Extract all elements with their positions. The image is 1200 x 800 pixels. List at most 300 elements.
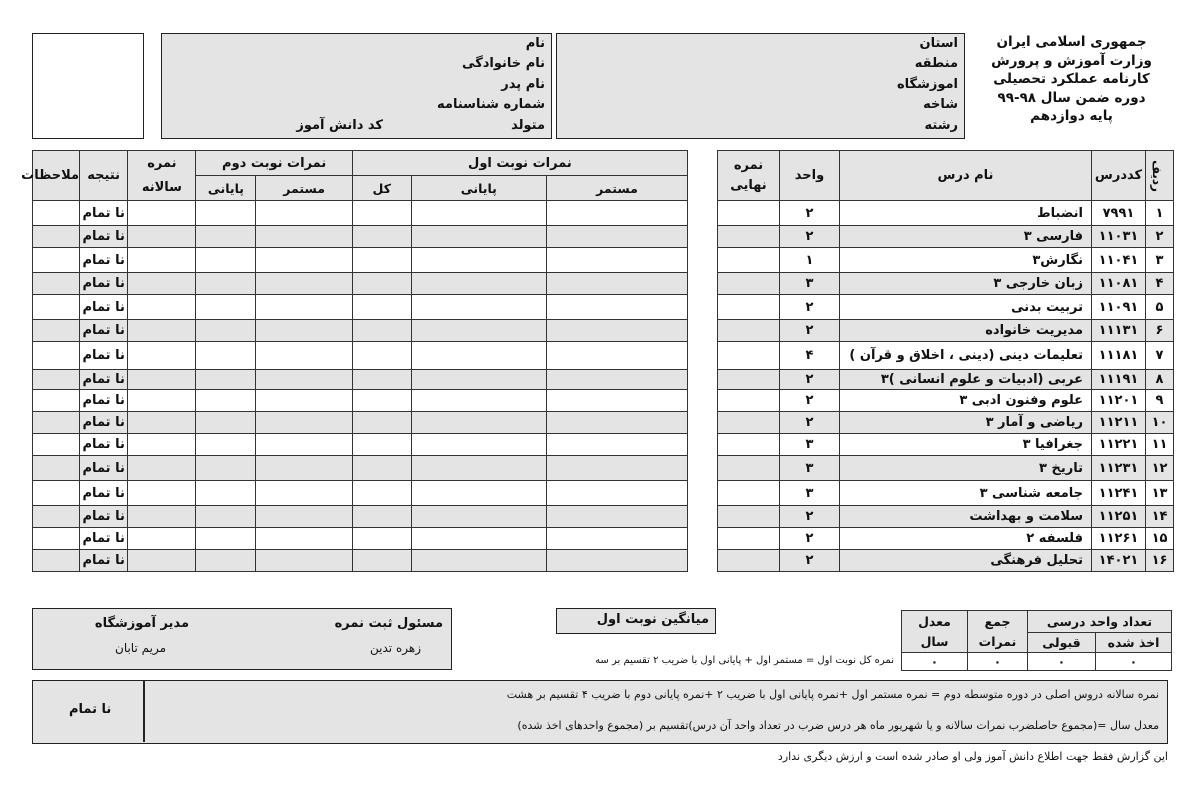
second-final-cell xyxy=(196,434,256,456)
course-name: تاریخ ۳ xyxy=(840,456,1092,481)
row-number: ۱۱ xyxy=(1146,434,1174,456)
course-name: جغرافیا ۳ xyxy=(840,434,1092,456)
course-code: ۱۱۰۴۱ xyxy=(1092,248,1146,273)
result-cell: نا تمام xyxy=(80,226,128,248)
header-line: پایه دوازدهم xyxy=(1030,108,1113,124)
row-number: ۱۵ xyxy=(1146,528,1174,550)
course-code: ۱۱۲۴۱ xyxy=(1092,481,1146,506)
first-continuous-cell xyxy=(546,295,687,320)
course-code: ۱۱۰۹۱ xyxy=(1092,295,1146,320)
course-units: ۳ xyxy=(780,481,840,506)
course-name: عربی (ادبیات و علوم انسانی )۳ xyxy=(840,370,1092,390)
first-final-cell xyxy=(411,342,546,370)
grade-row xyxy=(33,550,688,572)
course-row xyxy=(718,550,1174,572)
final-grade-cell xyxy=(718,295,780,320)
birth-label: متولد xyxy=(511,118,545,133)
second-continuous-cell xyxy=(256,550,352,572)
first-total-cell xyxy=(352,528,411,550)
header-line: جمهوری اسلامی ایران xyxy=(996,34,1147,50)
annual-cell xyxy=(128,434,196,456)
annual-cell xyxy=(128,412,196,434)
course-units: ۱ xyxy=(780,248,840,273)
first-final-cell xyxy=(411,412,546,434)
first-total-cell xyxy=(352,434,411,456)
annual-cell xyxy=(128,528,196,550)
first-total-cell xyxy=(352,226,411,248)
second-continuous-cell xyxy=(256,273,352,295)
first-final-cell xyxy=(411,506,546,528)
second-final-cell xyxy=(196,528,256,550)
first-term-formula: نمره کل نوبت اول = مستمر اول + پایانی اول با ضریب ۲ تقسیم بر سه xyxy=(595,655,894,666)
student-code-label: کد دانش آموز xyxy=(296,118,383,133)
grade-row xyxy=(33,412,688,434)
first-continuous-cell xyxy=(546,370,687,390)
course-name: جامعه شناسی ۳ xyxy=(840,481,1092,506)
course-row xyxy=(718,412,1174,434)
course-code: ۱۱۱۹۱ xyxy=(1092,370,1146,390)
sum-grades-value: ۰ xyxy=(968,653,1028,671)
result-cell: نا تمام xyxy=(80,370,128,390)
first-continuous-cell xyxy=(546,273,687,295)
notes-cell xyxy=(33,456,80,481)
row-number: ۴ xyxy=(1146,273,1174,295)
course-code: ۱۱۲۵۱ xyxy=(1092,506,1146,528)
result-header: نتیجه xyxy=(80,151,128,201)
result-cell: نا تمام xyxy=(80,456,128,481)
course-units: ۲ xyxy=(780,412,840,434)
second-continuous-cell xyxy=(256,295,352,320)
first-total-cell xyxy=(352,295,411,320)
result-cell: نا تمام xyxy=(80,528,128,550)
course-units: ۳ xyxy=(780,456,840,481)
first-continuous-cell xyxy=(546,390,687,412)
second-continuous-header: مستمر xyxy=(256,176,352,201)
first-continuous-cell xyxy=(546,412,687,434)
row-number: ۸ xyxy=(1146,370,1174,390)
major-label: رشته xyxy=(924,118,958,133)
grade-row xyxy=(33,226,688,248)
second-final-cell xyxy=(196,456,256,481)
course-row xyxy=(718,434,1174,456)
annual-header xyxy=(128,151,196,201)
second-final-cell xyxy=(196,342,256,370)
province-label: استان xyxy=(919,36,958,51)
header-line: کارنامه عملکرد تحصیلی xyxy=(993,71,1150,87)
course-name: مدیریت خانواده xyxy=(840,320,1092,342)
row-header xyxy=(1146,151,1174,201)
row-number: ۱ xyxy=(1146,201,1174,226)
first-final-cell xyxy=(411,456,546,481)
second-final-cell xyxy=(196,390,256,412)
annual-cell xyxy=(128,201,196,226)
grade-row xyxy=(33,201,688,226)
course-row xyxy=(718,248,1174,273)
course-code: ۷۹۹۱ xyxy=(1092,201,1146,226)
notes-cell xyxy=(33,506,80,528)
notes-cell xyxy=(33,434,80,456)
first-final-cell xyxy=(411,434,546,456)
first-continuous-cell xyxy=(546,434,687,456)
name-header: نام درس xyxy=(840,151,1092,201)
first-final-cell xyxy=(411,370,546,390)
course-name: تحلیل فرهنگی xyxy=(840,550,1092,572)
second-final-cell xyxy=(196,320,256,342)
notes-cell xyxy=(33,481,80,506)
first-continuous-cell xyxy=(546,550,687,572)
annual-cell xyxy=(128,248,196,273)
second-continuous-cell xyxy=(256,528,352,550)
row-number: ۱۶ xyxy=(1146,550,1174,572)
final-grade-cell xyxy=(718,481,780,506)
notes-cell xyxy=(33,342,80,370)
course-name: فارسی ۳ xyxy=(840,226,1092,248)
course-row xyxy=(718,342,1174,370)
units-header: واحد xyxy=(780,151,840,201)
final-grade-cell xyxy=(718,226,780,248)
final-grade-header: نمره نهایی xyxy=(718,151,780,201)
second-final-cell xyxy=(196,226,256,248)
course-name: تربیت بدنی xyxy=(840,295,1092,320)
first-final-cell xyxy=(411,295,546,320)
second-final-cell xyxy=(196,550,256,572)
first-total-cell xyxy=(352,342,411,370)
notes-cell xyxy=(33,273,80,295)
second-continuous-cell xyxy=(256,434,352,456)
second-continuous-cell xyxy=(256,320,352,342)
course-code: ۱۱۲۲۱ xyxy=(1092,434,1146,456)
grade-row xyxy=(33,342,688,370)
first-total-cell xyxy=(352,248,411,273)
grades-table xyxy=(21,150,688,572)
annual-cell xyxy=(128,273,196,295)
result-cell: نا تمام xyxy=(80,412,128,434)
second-term-header: نمرات نوبت دوم xyxy=(196,151,352,176)
final-grade-cell xyxy=(718,528,780,550)
annual-cell xyxy=(128,550,196,572)
row-number: ۷ xyxy=(1146,342,1174,370)
second-final-cell xyxy=(196,273,256,295)
first-continuous-cell xyxy=(546,456,687,481)
result-cell: نا تمام xyxy=(80,273,128,295)
course-name: انضباط xyxy=(840,201,1092,226)
grade-row xyxy=(33,528,688,550)
second-final-cell xyxy=(196,201,256,226)
first-final-cell xyxy=(411,390,546,412)
first-term-header: نمرات نوبت اول xyxy=(352,151,687,176)
notes-cell xyxy=(33,412,80,434)
registrar-label: مسئول ثبت نمره xyxy=(334,616,443,631)
second-continuous-cell xyxy=(256,456,352,481)
formula-box xyxy=(32,680,1168,744)
annual-formula: نمره سالانه دروس اصلی در دوره متوسطه دوم = نمره مستمر اول +نمره پایانی اول با ضریب ۲ +نمره پایانی دوم با ضریب ۴ تقسیم بر هشت xyxy=(506,688,1159,701)
second-final-cell xyxy=(196,412,256,434)
result-cell: نا تمام xyxy=(80,550,128,572)
notes-cell xyxy=(33,550,80,572)
second-final-cell xyxy=(196,370,256,390)
first-total-cell xyxy=(352,201,411,226)
school-label: اموزشگاه xyxy=(896,77,958,92)
final-grade-cell xyxy=(718,434,780,456)
course-units: ۲ xyxy=(780,201,840,226)
result-cell: نا تمام xyxy=(80,506,128,528)
grade-row xyxy=(33,295,688,320)
course-row xyxy=(718,295,1174,320)
annual-cell xyxy=(128,226,196,248)
second-continuous-cell xyxy=(256,506,352,528)
course-name: زبان خارجی ۳ xyxy=(840,273,1092,295)
second-continuous-cell xyxy=(256,370,352,390)
result-cell: نا تمام xyxy=(80,342,128,370)
course-row xyxy=(718,481,1174,506)
result-divider xyxy=(143,681,145,742)
principal-name: مریم تابان xyxy=(115,641,166,655)
second-final-cell xyxy=(196,481,256,506)
final-grade-cell xyxy=(718,370,780,390)
notes-cell xyxy=(33,528,80,550)
notes-cell xyxy=(33,370,80,390)
first-total-cell xyxy=(352,506,411,528)
second-continuous-cell xyxy=(256,248,352,273)
second-continuous-cell xyxy=(256,412,352,434)
first-continuous-cell xyxy=(546,481,687,506)
course-units: ۲ xyxy=(780,370,840,390)
report-header xyxy=(979,33,1164,126)
second-continuous-cell xyxy=(256,201,352,226)
grade-row xyxy=(33,273,688,295)
course-units: ۳ xyxy=(780,273,840,295)
course-code: ۱۱۲۳۱ xyxy=(1092,456,1146,481)
first-name-label: نام xyxy=(525,36,545,51)
second-continuous-cell xyxy=(256,481,352,506)
student-info-box xyxy=(161,33,552,139)
course-code: ۱۴۰۲۱ xyxy=(1092,550,1146,572)
course-code: ۱۱۲۰۱ xyxy=(1092,390,1146,412)
taken-units-value: ۰ xyxy=(1096,653,1172,671)
last-name-label: نام خانوادگی xyxy=(462,56,545,71)
first-total-header: کل xyxy=(352,176,411,201)
passed-units-header: قبولی xyxy=(1028,633,1096,653)
school-info-box xyxy=(556,33,965,139)
course-code: ۱۱۰۸۱ xyxy=(1092,273,1146,295)
annual-header-text: نمره سالانه xyxy=(141,155,182,195)
overall-result: نا تمام xyxy=(69,702,112,717)
second-final-cell xyxy=(196,506,256,528)
notes-cell xyxy=(33,248,80,273)
header-line: دوره ضمن سال ۹۸-۹۹ xyxy=(997,89,1146,106)
course-name: علوم وفنون ادبی ۳ xyxy=(840,390,1092,412)
year-avg-formula: معدل سال =(مجموع حاصلضرب نمرات سالانه و یا شهریور ماه هر درس ضرب در تعداد واحد آن درس)تقسیم بر (مجموع واحدهای اخذ شده) xyxy=(517,719,1159,732)
first-continuous-cell xyxy=(546,342,687,370)
annual-cell xyxy=(128,320,196,342)
notes-cell xyxy=(33,295,80,320)
annual-cell xyxy=(128,390,196,412)
first-final-cell xyxy=(411,320,546,342)
final-grade-cell xyxy=(718,201,780,226)
result-cell: نا تمام xyxy=(80,434,128,456)
first-total-cell xyxy=(352,481,411,506)
course-row xyxy=(718,320,1174,342)
notes-cell xyxy=(33,320,80,342)
course-row xyxy=(718,226,1174,248)
units-count-header: تعداد واحد درسی xyxy=(1028,611,1172,633)
row-number: ۱۳ xyxy=(1146,481,1174,506)
course-code: ۱۱۲۶۱ xyxy=(1092,528,1146,550)
grade-row xyxy=(33,481,688,506)
row-number: ۱۲ xyxy=(1146,456,1174,481)
course-units: ۳ xyxy=(780,434,840,456)
courses-table xyxy=(717,150,1174,572)
taken-units-header: اخذ شده xyxy=(1096,633,1172,653)
second-final-cell xyxy=(196,248,256,273)
first-final-cell xyxy=(411,226,546,248)
result-cell: نا تمام xyxy=(80,320,128,342)
annual-cell xyxy=(128,295,196,320)
course-row xyxy=(718,201,1174,226)
notes-cell xyxy=(33,226,80,248)
course-row xyxy=(718,273,1174,295)
photo-box xyxy=(32,33,144,139)
header-line: وزارت آموزش و پرورش xyxy=(991,52,1152,69)
first-term-avg-box xyxy=(556,608,716,634)
grade-row xyxy=(33,506,688,528)
final-grade-cell xyxy=(718,320,780,342)
grade-row xyxy=(33,456,688,481)
region-label: منطقه xyxy=(914,56,958,71)
grade-row xyxy=(33,248,688,273)
first-total-cell xyxy=(352,550,411,572)
course-name: فلسفه ۲ xyxy=(840,528,1092,550)
final-grade-cell xyxy=(718,456,780,481)
course-row xyxy=(718,370,1174,390)
first-total-cell xyxy=(352,412,411,434)
annual-cell xyxy=(128,370,196,390)
course-row xyxy=(718,506,1174,528)
code-header: کددرس xyxy=(1092,151,1146,201)
first-final-cell xyxy=(411,550,546,572)
principal-label: مدیر آموزشگاه xyxy=(94,616,189,631)
first-total-cell xyxy=(352,273,411,295)
notes-cell xyxy=(33,390,80,412)
course-units: ۲ xyxy=(780,295,840,320)
first-final-cell xyxy=(411,248,546,273)
final-grade-cell xyxy=(718,273,780,295)
grade-row xyxy=(33,320,688,342)
result-cell: نا تمام xyxy=(80,248,128,273)
second-continuous-cell xyxy=(256,390,352,412)
first-final-cell xyxy=(411,201,546,226)
course-name: سلامت و بهداشت xyxy=(840,506,1092,528)
notes-cell xyxy=(33,201,80,226)
course-row xyxy=(718,390,1174,412)
year-avg-value: ۰ xyxy=(902,653,968,671)
course-code: ۱۱۰۳۱ xyxy=(1092,226,1146,248)
first-term-avg-label: میانگین نوبت اول xyxy=(596,612,709,627)
annual-cell xyxy=(128,456,196,481)
passed-units-value: ۰ xyxy=(1028,653,1096,671)
first-total-cell xyxy=(352,370,411,390)
first-continuous-cell xyxy=(546,201,687,226)
grade-row xyxy=(33,390,688,412)
first-continuous-cell xyxy=(546,248,687,273)
first-total-cell xyxy=(352,320,411,342)
first-final-header: پایانی xyxy=(411,176,546,201)
father-name-label: نام پدر xyxy=(501,77,545,92)
course-code: ۱۱۱۳۱ xyxy=(1092,320,1146,342)
course-name: ریاضی و آمار ۳ xyxy=(840,412,1092,434)
result-cell: نا تمام xyxy=(80,481,128,506)
first-final-cell xyxy=(411,273,546,295)
course-units: ۲ xyxy=(780,550,840,572)
second-continuous-cell xyxy=(256,226,352,248)
row-number: ۶ xyxy=(1146,320,1174,342)
annual-cell xyxy=(128,342,196,370)
id-number-label: شماره شناسنامه xyxy=(437,97,545,112)
result-cell: نا تمام xyxy=(80,295,128,320)
annual-cell xyxy=(128,506,196,528)
course-row xyxy=(718,528,1174,550)
summary-table xyxy=(901,610,1172,671)
first-continuous-header: مستمر xyxy=(546,176,687,201)
course-units: ۲ xyxy=(780,390,840,412)
course-code: ۱۱۱۸۱ xyxy=(1092,342,1146,370)
result-cell: نا تمام xyxy=(80,201,128,226)
course-row xyxy=(718,456,1174,481)
row-number: ۳ xyxy=(1146,248,1174,273)
final-grade-cell xyxy=(718,506,780,528)
row-number: ۱۴ xyxy=(1146,506,1174,528)
second-final-header: پایانی xyxy=(196,176,256,201)
registrar-name: زهره تدین xyxy=(370,641,421,655)
annual-cell xyxy=(128,481,196,506)
first-continuous-cell xyxy=(546,506,687,528)
course-units: ۲ xyxy=(780,226,840,248)
row-number: ۱۰ xyxy=(1146,412,1174,434)
row-number: ۵ xyxy=(1146,295,1174,320)
course-units: ۲ xyxy=(780,320,840,342)
branch-label: شاخه xyxy=(923,97,958,112)
first-continuous-cell xyxy=(546,226,687,248)
row-header-text: ردیف xyxy=(1150,159,1165,192)
final-grade-cell xyxy=(718,248,780,273)
sum-grades-header: جمع نمرات xyxy=(968,611,1028,653)
disclaimer: این گزارش فقط جهت اطلاع دانش آموز ولی او صادر شده است و ارزش دیگری ندارد xyxy=(777,750,1168,763)
course-units: ۲ xyxy=(780,506,840,528)
first-continuous-cell xyxy=(546,320,687,342)
first-final-cell xyxy=(411,528,546,550)
signatures-box xyxy=(32,608,452,670)
first-final-cell xyxy=(411,481,546,506)
course-code: ۱۱۲۱۱ xyxy=(1092,412,1146,434)
first-total-cell xyxy=(352,456,411,481)
year-avg-header: معدل سال xyxy=(902,611,968,653)
second-final-cell xyxy=(196,295,256,320)
final-grade-cell xyxy=(718,412,780,434)
row-number: ۹ xyxy=(1146,390,1174,412)
course-units: ۲ xyxy=(780,528,840,550)
final-grade-cell xyxy=(718,342,780,370)
final-grade-cell xyxy=(718,550,780,572)
grade-row xyxy=(33,434,688,456)
row-number: ۲ xyxy=(1146,226,1174,248)
result-cell: نا تمام xyxy=(80,390,128,412)
grade-row xyxy=(33,370,688,390)
course-name: نگارش۳ xyxy=(840,248,1092,273)
final-grade-cell xyxy=(718,390,780,412)
first-continuous-cell xyxy=(546,528,687,550)
first-total-cell xyxy=(352,390,411,412)
second-continuous-cell xyxy=(256,342,352,370)
